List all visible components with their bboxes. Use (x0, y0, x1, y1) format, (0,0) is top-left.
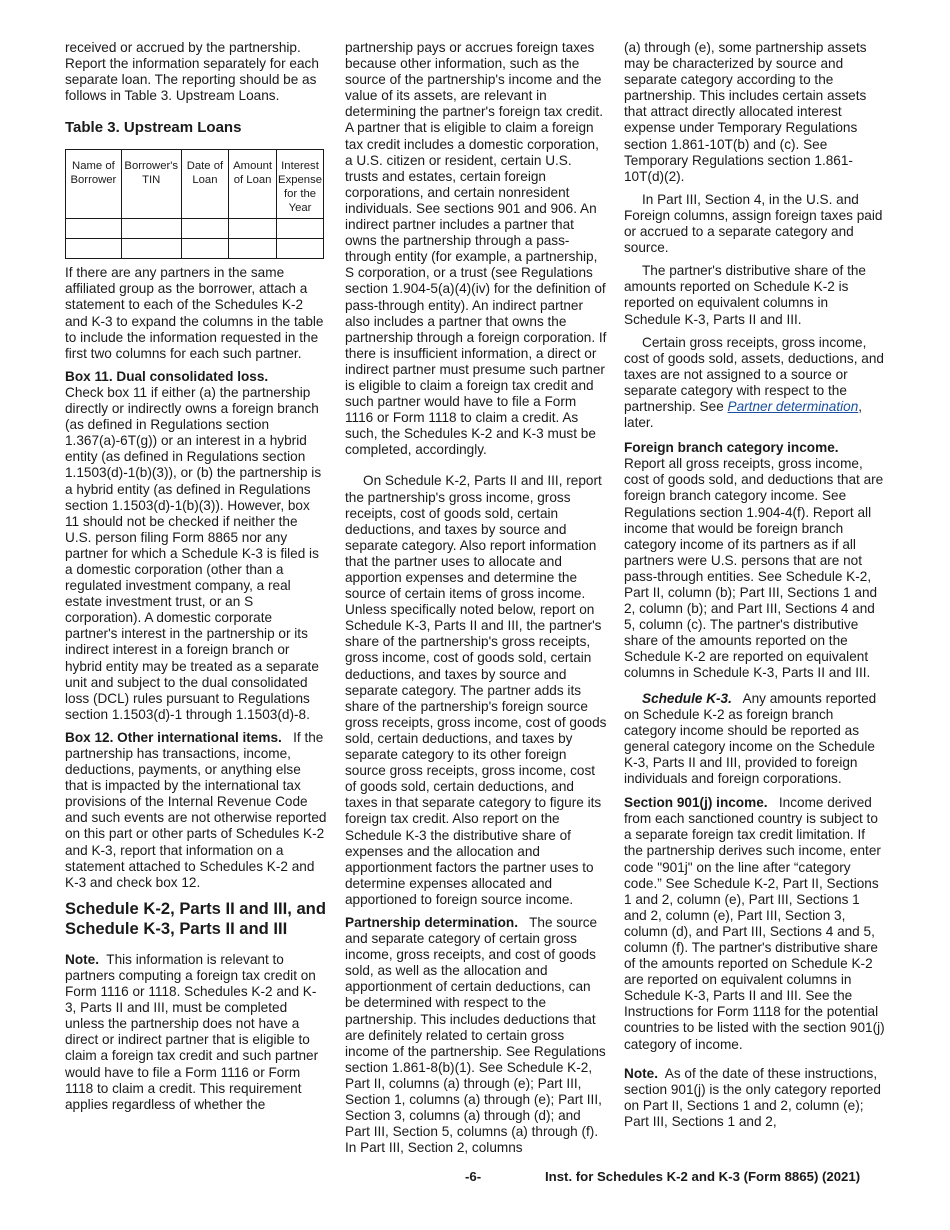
header-date-of-loan: Date of Loan (181, 150, 228, 219)
foreign-branch-heading: Foreign branch category income. (624, 440, 839, 456)
table-row (66, 219, 324, 239)
box12-text: If the partnership has transactions, income, deductions, payments, or anything else that is impacted by the international tax provisions of the Internal Revenue Code and such events are not otherwise reported on this part or other parts of Schedules K-2 and K-3, report that information on a statement attached to Schedules K-2 and K-3 and check box 12. (65, 729, 327, 890)
footer-title: Inst. for Schedules K-2 and K-3 (Form 8865) (2021) (545, 1169, 861, 1184)
note-901j-heading: Note. (624, 1065, 658, 1081)
schedule-k3-paragraph (624, 691, 886, 788)
header-interest-expense: Interest Expense for the Year (277, 150, 324, 219)
schedule-k3-text: Any amounts reported on Schedule K-2 as foreign branch category income should be reported as general category income on the Schedule K-3, Parts II and III, provided to foreign individuals and foreign corporations. (624, 690, 877, 787)
part3-section4-paragraph: In Part III, Section 4, in the U.S. and Foreign columns, assign foreign taxes paid or accrued to a separate category and source. (624, 191, 883, 256)
partnership-determination-heading: Partnership determination. (345, 914, 518, 930)
foreign-tax-credit-paragraph: partnership pays or accrues foreign taxes because other information, such as the source of the partnership's income and the value of its assets, are relevant in determining the partner's foreign tax credit. A partner that is eligible to claim a foreign tax credit includes a domestic corporation, a U.S. citizen or resident, certain U.S. trusts and estates, certain foreign corporations, and certain nonresident individuals. See sections 901 and 906. An indirect partner includes a partner that owns the partnership through a pass-through entity (for example, a partnership, S corporation, or a trust (see Regulations section 1.904-5(a)(4)(iv) for the definition of pass-through entity). An indirect partner also includes a partner that owns the partnership through a foreign corporation. If there is insufficient information, a direct or indirect partner must presume such partner is eligible to claim a foreign tax credit and such partner would have to file a Form 1116 or Form 1118 to claim a credit. As such, the Schedules K-2 and K-3 must be completed, accordingly. (345, 40, 607, 458)
page-number: -6- (465, 1169, 482, 1184)
schedule-k3-heading: Schedule K-3. (642, 690, 732, 706)
header-borrower-tin: Borrower's TIN (121, 150, 181, 219)
partnership-determination-text: The source and separate category of certain gross income, gross receipts, and cost of goods sold, as well as the allocation and apportionment of certain deductions, can be determined with respect to the partnership. This includes deductions that are definitely related to certain gross income of the partnership. See Regulations section 1.861-8(b)(1). See Schedule K-2, Part II, columns (a) through (e); Part III, Section 1, columns (a) through (e); Part III, Section 3, columns (a) through (d); and Part III, Section 5, columns (a) through (f). In Part III, Section 2, columns (345, 914, 606, 1156)
table-header-row (66, 150, 324, 219)
box12-heading: Box 12. Other international items. (65, 729, 282, 745)
box12-paragraph (65, 730, 327, 891)
box11-paragraph (65, 369, 327, 723)
column-middle (345, 40, 607, 1163)
section-901j-text: Income derived from each sanctioned country is subject to a separate foreign tax credit limitation. If the partnership derives such income, enter code "901j" on the line after “category code.” See Schedule K-2, Part II, Sections 1 and 2, column (e), Part III, Sections 1 and 2, column (e), Part III, Section 3, column (d), and Part III, Sections 4 and 5, column (f). The partner's distributive share of the amounts reported on Schedule K-2 are reported on equivalent columns in Schedule K-3, Parts II and III. See the Instructions for Form 1118 for the potential countries to be listed with the section 901(j) category of income. (624, 795, 885, 1052)
box11-heading: Box 11. Dual consolidated loss. (65, 368, 269, 384)
section-901j-heading: Section 901(j) income. (624, 795, 768, 811)
schedule-k2-report-paragraph: On Schedule K-2, Parts II and III, report the partnership's gross income, gross receipts, cost of goods sold, certain deductions, and taxes by source and separate category. Also report information that the partner uses to allocate and apportion expenses and determine the source of certain items of gross income. Unless specifically noted below, report on Schedule K-3, Parts II and III, the partner's share of the partnership's gross receipts, gross income, cost of goods sold, certain deductions, and taxes by source and separate category. The partner adds its share of the partnership's foreign source gross receipts, gross income, cost of goods sold, certain deductions, and taxes by separate category to its other foreign source gross receipts, gross income, cost of goods sold, certain deductions, and taxes in that separate category to figure its foreign tax credit. Also report on the Schedule K-3 the distributive share of expenses and the allocation and apportionment factors the partner uses to determine expenses allocated and apportioned to foreign source income. (345, 473, 607, 907)
table-row (66, 239, 324, 259)
after-table-paragraph: If there are any partners in the same affiliated group as the borrower, attach a statement to each of the Schedules K-2 and K-3 to expand the columns in the table to include the information requested in the first two columns for each such partner. (65, 265, 324, 361)
intro-paragraph: received or accrued by the partnership. Report the information separately for each separate loan. The reporting should be as follows in Table 3. Upstream Loans. (65, 40, 319, 104)
foreign-branch-text: Report all gross receipts, gross income, cost of goods sold, and deductions that are foreign branch category income. See Regulations section 1.904-4(f). Report all income that would be foreign branch category income of its partners as if all partners were U.S. persons that are not pass-through entities. See Schedule K-2, Part II, column (b); Part III, Sections 1 and 2, column (b); and Part III, Sections 4 and 5, column (c). The partner's distributive share of the amounts reported on the Schedule K-2 are reported on equivalent columns in Schedule K-3, Parts II and III. (624, 456, 884, 681)
header-name-of-borrower: Name of Borrower (66, 150, 122, 219)
partner-determination-link[interactable]: Partner determination (727, 398, 859, 414)
assets-paragraph: (a) through (e), some partnership assets may be characterized by source and separate category according to the partnership. This includes certain assets that attract directly allocated interest expense under Temporary Regulations section 1.861-10T(b) and (c). See Temporary Regulations section 1.861-10T(d)(2). (624, 40, 867, 184)
section-901j-paragraph (624, 795, 886, 1053)
foreign-branch-paragraph (624, 440, 886, 681)
column-left (65, 40, 327, 1120)
table-title: Table 3. Upstream Loans (65, 119, 242, 137)
section-title: Schedule K-2, Parts II and III, and Schedule K-3, Parts II and III (65, 898, 326, 939)
partnership-determination-paragraph (345, 915, 607, 1156)
note-paragraph (65, 952, 327, 1113)
box11-text: Check box 11 if either (a) the partnership directly or indirectly owns a foreign branch (as defined in Regulations section 1.367(a)-6T(g)) or an interest in a hybrid entity (as defined in Regulations section 1.1503(d)-1(b)(3)), or (b) the partnership is a hybrid entity (as defined in Regulations section 1.1503(d)-1(b)(3)). However, box 11 should not be checked if neither the U.S. person filing Form 8865 nor any partner for which a Schedule K-3 is filed is a domestic corporation (other than a regulated investment company, a real estate investment trust, or an S corporation). A domestic corporate partner's interest in the partnership or its indirect interest in a foreign branch or hybrid entity may be treated as a separate unit and subject to the dual consolidated loss (DCL) rules pursuant to Regulations section 1.1503(d)-1 through 1.1503(d)-8. (65, 384, 322, 722)
column-right (624, 40, 886, 1137)
not-assigned-paragraph: Certain gross receipts, gross income, cost of goods sold, assets, deductions, and taxes are not assigned to a source or separate category with respect to the partnership. See Partner determination, later. (624, 334, 884, 431)
note-text: This information is relevant to partners computing a foreign tax credit on Form 1116 or 1118. Schedules K-2 and K-3, Parts II and III, must be completed unless the partnership does not have a direct or indirect partner that is eligible to claim a foreign tax credit and such partner would have to file a Form 1116 or Form 1118 to claim a credit. This requirement applies regardless of whether the (65, 951, 319, 1112)
distributive-share-paragraph: The partner's distributive share of the amounts reported on Schedule K-2 is reported on equivalent columns in Schedule K-3, Parts II and III. (624, 263, 866, 327)
note-heading: Note. (65, 951, 99, 967)
upstream-loans-table (65, 149, 324, 259)
note-901j-text: As of the date of these instructions, section 901(j) is the only category reported on Part II, Sections 1 and 2, column (e); Part III, Sections 1 and 2, (624, 1065, 881, 1129)
header-amount-of-loan: Amount of Loan (229, 150, 277, 219)
note-901j-paragraph (624, 1066, 886, 1130)
